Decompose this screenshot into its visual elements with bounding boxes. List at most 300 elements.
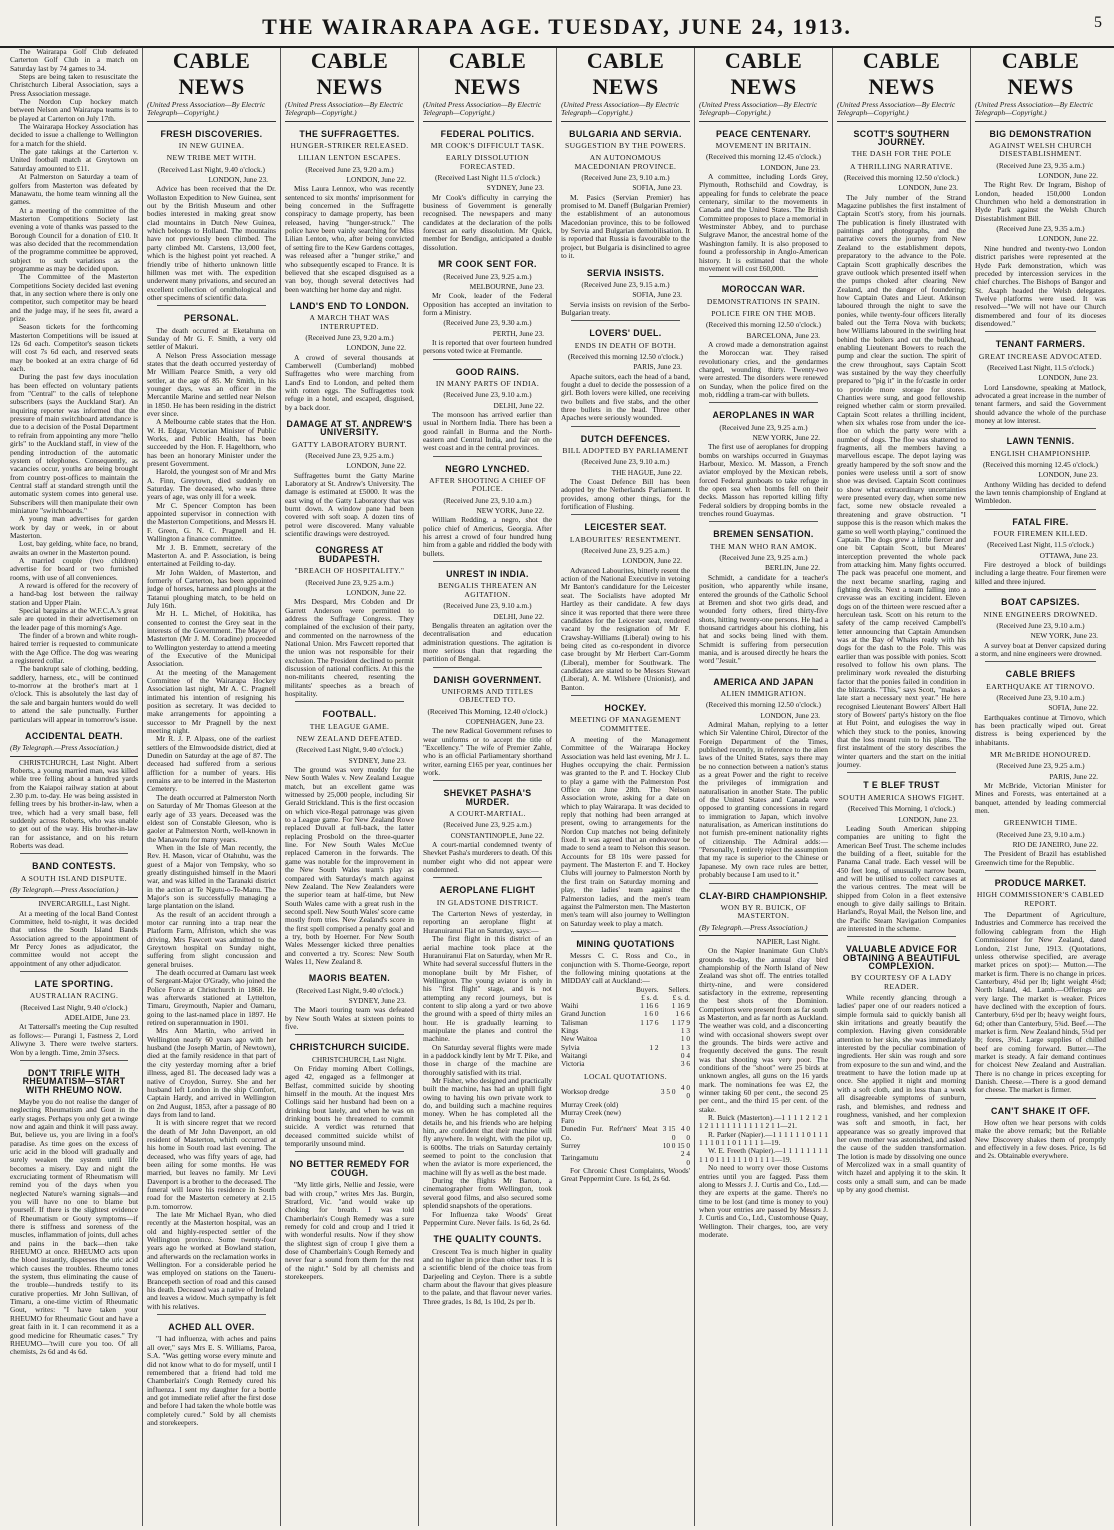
article-paragraph: Servia insists on revision of the Serbo-Bulgarian treaty. <box>561 299 690 317</box>
article-paragraph: No need to worry over those Customs entries until you are fagged. Pass them along to Messrs J. J. Curtis and Co., Ltd.—they are experts at the game. There's no time to be lost (and time is money to you) when your entries are passed by Messrs J. J. Curtis and Co., Ltd., Customhouse Quay, Wellington. Their charges, too, are very moderate. <box>699 1163 828 1239</box>
article-subheading: HIGH COMMISSIONER'S CABLED REPORT. <box>976 890 1105 908</box>
article-paragraph: The ground was very muddy for the New South Wales v. New Zealand League match, but an excellent game was witnessed by 25,000 people, including Sir Gerald Strickland. This is the first occasion on which vice-Regal patronage was given to a League game. For New Zealand Rowe replaced Duvall at full-back, the latter replacing Prosbold on the three-quarter line. For New South Wales McCue replaced Cameron in the forwards. The game was notable for the improvement in the New South Wales team's play as compared with Saturday's match against New Zealand. The New Zealanders were the superior team at half-time, but New South Wales came with a great rush in the second spell. New South Wales' score came mostly from tries. New Zealand's score in the first spell comprised a penalty goal and a try, both by Hoerner. For New South Wales Messenger kicked three penalties and converted a try. Scores: New South Wales 11, New Zealand 8. <box>285 765 414 966</box>
article-subheading: A THRILLING NARRATIVE. <box>850 161 953 171</box>
article-paragraph: The Nordon Cup hockey match between Nelson and Wairarapa teams is to be played at Carterton on July 17th. <box>10 97 138 123</box>
article-headline: DAMAGE AT ST. ANDREW'S UNIVERSITY. <box>286 419 413 438</box>
column-rule <box>20 1060 128 1061</box>
dateline: LONDON, June 22. <box>622 556 682 566</box>
article-subheading: BILL ADOPTED BY PARLIAMENT <box>562 446 689 455</box>
article-subheading: IN MANY PARTS OF INDIA. <box>435 378 540 388</box>
dateline: ADELAIDE, June 23. <box>64 1013 130 1023</box>
article-headline: LEICESTER SEAT. <box>584 522 667 533</box>
sellers-price: 1 0 <box>680 1034 690 1044</box>
article-headline: BIG DEMONSTRATION <box>989 128 1092 139</box>
press-credit: (United Press Association—By Electric Telegraph—Copyright.) <box>285 101 414 122</box>
article-paragraph: Mr H. L. Michel, of Hokitika, has consented to contest the Grey seat in the interests of the Government. The Mayor of Masterton (Mr J. M. Coradine) proceeded to Wellington yesterday to attend a meeting of the Executive of the Municipal Association. <box>147 609 276 669</box>
article-headline: NO BETTER REMEDY FOR COUGH. <box>289 1159 410 1178</box>
article-headline: T E BLEF TRUST <box>863 780 940 791</box>
column-rule <box>295 1151 404 1152</box>
received-line: (Received June 23, 9.25 a.m.) <box>581 546 670 556</box>
dateline: SYDNEY, June 23. <box>486 183 544 193</box>
article-headline: LOVERS' DUEL. <box>589 328 662 339</box>
article-paragraph: Advice has been received that the Dr. Wollaston Expedition to New Guinea, sent out by the British Museum and other bodies interested in making great snow clad mountains in Dutch New Guinea, which belongs to Holland. The mountains have not previously been climbed. The party climbed Mt. Carstens, 13,000 feet, which is the highest point yet reached. A friendly tribe of hitherto unknown little hillmen was met with. The expedition underwent many privations, and secured an excellent collection of ornithological and other specimens of scientific data. <box>147 184 276 302</box>
column-rule <box>295 701 404 702</box>
article-subheading: A SOUTH ISLAND DISPUTE. <box>20 873 128 883</box>
column-rule <box>157 305 266 306</box>
received-line: (Received June 23, 9.10 a.m.) <box>996 620 1085 630</box>
received-line: (Received Last Night, 9.40 o'clock.) <box>20 1002 128 1012</box>
article-paragraph: CHRISTCHURCH, Last Night. Albert Roberts, a young married man, was killed while tree felling about a hundred yards from the Kaiapoi railway station at about 2.30 p.m. to-day. He was being assisted in felling trees by his brother-in-law, when a tree, which had a very small base, fell suddenly across Roberts, who was unable to get out of the way. His brother-in-law ran for assistance, and on his return Roberts was dead. <box>10 757 138 850</box>
column-4 <box>419 48 557 1526</box>
article-paragraph: M. Pasics (Servian Premier) has promised to M. Daneff (Bulgarian Premier) the establishment of an autonomous Macedonian province, this to be followed by Servia and Bulgarian demobilisation. It is reported that Russia is favourable to the project, but Bulgaria is disinclined to agree to it. <box>561 192 690 261</box>
sellers-price: 1 3 <box>680 1042 690 1052</box>
article-paragraph: The bankrupt sale of clothing, bedding, saddlery, harness, etc., will be continued to-morrow at the brother's mart at 1 o'clock. This is absolutely the last day of the sale and bargain hunters would do well to attend the sale punctually. Further particulars will appear in tomorrow's issue. <box>10 664 138 724</box>
mining-quotations-table <box>561 986 690 1069</box>
received-line: (Received June 23, 9.25 a.m.) <box>443 271 532 281</box>
article-headline: DANISH GOVERNMENT. <box>433 674 542 685</box>
received-line: (Received June 23, 9.20 a.m.) <box>305 332 394 342</box>
dateline: PERTH, June 23. <box>492 328 544 338</box>
article-headline: HOCKEY. <box>604 702 647 713</box>
article-paragraph: The Carterton News of yesterday, in reporting an aeroplane flight at Huranuiranui Flat on Saturday, says:— <box>423 909 552 935</box>
article-paragraph: At Palmerston on Saturday a team of golfers from Masterton was defeated by Manawatu, the home team winning all the games. <box>10 172 138 207</box>
received-line: (Received June 23, 9.25 a.m.) <box>305 577 394 587</box>
cable-news-heading: CABLE NEWS <box>448 48 527 99</box>
table-row <box>561 1150 690 1167</box>
article-subheading: NEW TRIBE MET WITH. <box>166 153 257 163</box>
received-line: (Received June 23, 9.25 a.m.) <box>443 820 532 830</box>
sellers-price: 2 4 0 <box>680 1149 690 1167</box>
column-rule <box>985 1098 1096 1099</box>
article-subheading: IN GLADSTONE DISTRICT. <box>436 897 539 907</box>
article-paragraph: On Friday morning Albert Collings, aged 42, engaged as a fellmonger at Belfast, committed suicide by shooting himself in the mouth. At the inquest Mrs Collings said her husband had been on a drinking bout lately, and when he was on drinking bouts he threatened to commit suicide. A verdict was returned that deceased committed suicide whilst of temporarily unsound mind. <box>285 1064 414 1149</box>
share-name: Worksop dredge <box>561 1087 609 1097</box>
article-paragraph: "I had influenza, with aches and pains all over," says Mrs E. S. Williams, Paroa, S.A. "Was getting worse every minute and did not know what to do for myself, until I remembered that a friend had told me Chamberlain's Cough Remedy cured his influenza. I sent my daughter for a bottle and got immediate relief after the first dose and before I had taken the whole bottle was completely cured." Sold by all chemists and storekeepers. <box>147 1334 276 1427</box>
column-text <box>699 48 828 1239</box>
article-paragraph: Mr Cook, leader of the Federal Opposition has accepted an invitation to form a Ministry. <box>423 291 552 317</box>
article-subheading: EARTHQUAKE AT TIRNOVO. <box>986 681 1095 691</box>
article-headline: CABLE BRIEFS <box>1005 669 1076 680</box>
units-header: £ s. d. <box>672 992 690 1002</box>
article-headline: FEDERAL POLITICS. <box>440 128 535 139</box>
received-line: (Received Last Night, 11.5 o'clock.) <box>987 362 1094 372</box>
article-subheading: AUSTRALIAN RACING. <box>29 991 119 1001</box>
article-paragraph: Season tickets for the forthcoming Masterton Competitions will be issued at 12s 6d each. Competitor's season tickets will cost 7s 6d each, and reserved seats may be booked at an extra charge of 6d each. <box>10 322 138 374</box>
article-paragraph: The Coast Defence Bill has been adopted by the Netherlands Parliament. It provides, among other things, for the fortification of Flushing. <box>561 477 690 512</box>
article-headline: TENANT FARMERS. <box>995 339 1086 350</box>
dateline: LONDON, June 23. <box>898 814 958 824</box>
buyers-price: 3 15 0 <box>662 1124 676 1142</box>
received-line: (Received June 23, 9.20 a.m.) <box>305 164 394 174</box>
cable-news-heading: CABLE NEWS <box>724 48 803 99</box>
dateline: LONDON, June 22. <box>346 343 406 353</box>
article-headline: LAWN TENNIS. <box>1006 436 1075 447</box>
article-headline: CONGRESS AT BUDAPESTH. <box>315 545 384 564</box>
article-paragraph: It is reported that over fourteen hundred persons voted twice at Fremantle. <box>423 337 552 356</box>
column-text <box>837 48 966 1194</box>
article-paragraph: Anthony Wilding has decided to defend the lawn tennis championship of England at Wimbledon. <box>975 479 1106 506</box>
article-headline: VALUABLE ADVICE FOR OBTAINING A BEAUTIFUL COMPLEXION. <box>842 944 961 971</box>
article-paragraph: Mr McBride, Victorian Minister for Mines and Forests, was entertained at a banquet, attended by leading commercial men. <box>975 781 1106 816</box>
article-headline: FOOTBALL. <box>322 709 377 720</box>
article-paragraph: A reward is offered for the recovery of a hand-bag lost between the railway station and Upper Plain. <box>10 581 138 607</box>
buyers-price: 1 2 <box>649 1042 659 1052</box>
share-name: Victoria <box>561 1059 585 1069</box>
column-rule <box>20 853 128 854</box>
dateline: MELBOURNE, June 23. <box>469 281 544 291</box>
article-paragraph: A survey boat at Denver capsized during a storm, and nine engineers were drowned. <box>975 640 1106 658</box>
article-paragraph: Lord Lansdowne, speaking at Matlock, advocated a great increase in the number of tenant farmers, and said the Government should advance the whole of the purchase money at low interest. <box>975 382 1106 425</box>
received-line: (Received Last Night 11.5 o'clock.) <box>435 173 540 183</box>
column-rule <box>571 931 680 932</box>
share-name: Murray Creek (new) <box>561 1107 621 1117</box>
received-line: (Received June 23, 9.10 a.m.) <box>996 692 1085 702</box>
column-rule <box>20 971 128 972</box>
press-credit: (United Press Association—By Electric Telegraph—Copyright.) <box>975 101 1106 122</box>
article-subheading: THE MAN WHO RAN AMOK. <box>709 541 818 551</box>
sellers-price: 3 6 <box>680 1059 690 1069</box>
table-row <box>561 1125 690 1142</box>
dateline: SYDNEY, June 23. <box>348 995 406 1005</box>
article-headline: MINING QUOTATIONS <box>576 938 675 949</box>
article-paragraph: A Melbourne cable states that the Hon. W. H. Edgar, Victorian Minister of Public Works, and Public Health, has been succeeded by the Hon. F. Hagelthorn, who has been an honorary Minister under the present Government. <box>147 417 276 469</box>
article-headline: CHRISTCHURCH SUICIDE. <box>289 1042 410 1053</box>
press-credit: (United Press Association—By Electric Telegraph—Copyright.) <box>699 101 828 122</box>
received-line: (Received this morning 12.45 o'clock.) <box>982 460 1099 470</box>
article-paragraph: The new Radical Government refuses to wear uniforms or to accept the title of "Excellency." The wife of Premier Zahle, who is an official Parliamentary shorthand writer, earning £165 per year, continues her work. <box>423 726 552 777</box>
article-headline: PEACE CENTENARY. <box>715 128 812 139</box>
received-line: (Received Last Night, 9.40 o'clock.) <box>295 985 404 995</box>
column-text <box>561 48 690 1184</box>
article-subheading: LABOURITES' RESENTMENT. <box>569 534 682 544</box>
article-paragraph: Earthquakes continue at Tirnovo, which has been practically wiped out. Great distress is being experienced by the inhabitants. <box>975 712 1106 747</box>
masthead <box>0 0 1114 48</box>
article-paragraph: Harold, the youngest son of Mr and Mrs A. Finn, Greytown, died suddenly on Saturday. The deceased, who was three years of age, was only ill for a week. <box>147 467 276 502</box>
article-paragraph: Mr Fisher, who designed and practically built the machine, has had an uphill fight owing to having his own private work to do, and building such a machine requires money. When he has completed all the details he, and his friends who are helping him, are confident that their machine will fly anywhere. In weight, with the pilot up, is 600lbs. The trials on Saturday certainly seemed to point to the conclusion that when the aviator is more experienced, the machine will fly as well as the best made. <box>423 1076 552 1177</box>
sellers-price: 4 0 0 <box>680 1124 690 1142</box>
column-rule <box>985 870 1096 871</box>
article-headline: FRESH DISCOVERIES. <box>160 128 263 139</box>
article-paragraph: The first use of aeroplanes for dropping bombs on warships occurred in Guaymas Harbour, Mexico. M. Masson, a French aviator employed by the Mexican rebels, forced Federal gunboats to take refuge in the open sea when bombs fell on their decks. Masson has reported killing fifty Federal soldiers by dropping bombs in the trenches round Guaymas. <box>699 442 828 519</box>
dateline: CHRISTCHURCH, Last Night. <box>311 1054 406 1064</box>
dateline: THE HAGUE, June 22. <box>611 467 682 477</box>
buyers-price: 1 6 0 <box>643 1009 659 1019</box>
article-headline: UNREST IN INDIA. <box>446 569 529 580</box>
table-row <box>561 1142 690 1150</box>
received-line: (Received June 23, 9.10 a.m.) <box>443 390 532 400</box>
column-rule <box>295 1034 404 1035</box>
share-name: Talisman <box>561 1017 588 1027</box>
article-paragraph: R. Parker (Napier).—1 1 1 1 1 1 0 1 1 1 1 1 1 0 1 1 0 1 1 1 1 1—19. <box>699 1129 828 1148</box>
column-rule <box>985 331 1096 332</box>
article-paragraph: A court-martial condemned twenty of Shevket Pasha's murderers to death. Of this number eight who did not appear were condemned. <box>423 840 552 875</box>
received-line: (Received Last Night, 9.40 o'clock.) <box>157 164 266 174</box>
article-paragraph: Miss Laura Lennox, who was recently sentenced to six months' imprisonment for being concerned in the Suffragette conspiracy to damage property, has been released, having "hunger-struck." The police have been vainly searching for Miss Lilian Lenton, who, after being convicted of setting fire to the Kew Gardens cottages, was released after a "hunger strike," and who subsequently escaped to France. It is believed that she escaped disguised as a van boy, though several detectives had been watching her home day and night. <box>285 184 414 294</box>
article-subheading: MR COOK'S DIFFICULT TASK. <box>430 141 545 151</box>
column-rule <box>433 667 542 668</box>
article-paragraph: Schmidt, a candidate for a teacher's position, who apparently while insane, entered the grounds of the Catholic School at Bremen and shot two girls dead, and wounded forty others, fired thirty-five shots, hitting twenty-one persons. He had a thousand cartridges about his clothing, his hat and socks being lined with them. Schmidt is suffering from persecution mania, and is aroused directly he hears the word "Jesuit." <box>699 572 828 666</box>
article-paragraph: While recently glancing through a ladies' paper one of our readers noticed a simple formula said to quickly banish all skin irritations and greatly beautify the complexion. Having given considerable attention to her skin, she was immediately interested by the peculiar combination of ingredients. Her skin was rough and sore from exposure to the sun and wind, and the treatment to have the lotion made up at once. She applied it night and morning with a soft cloth, and in less than a week all disagreeable symptoms of sunburn, rash, and blemishes, and redness and roughness, vanished, and her complexion was soft and smooth, in fact, her appearance was so greatly improved that her own mother was astonished, and asked the cause of the sudden transformation. The lotion is made by dissolving one ounce of Mercolized wax in a small quantity of witch hazel and applying it to the skin. It costs only a small sum, and can be made up by any good chemist. <box>837 993 966 1194</box>
column-rule <box>571 695 680 696</box>
article-paragraph: Lost, bay gelding, white face, no brand, awaits an owner in the Masterton pound. <box>10 539 138 557</box>
dateline: DELHI, June 22. <box>493 611 544 621</box>
table-row <box>561 1019 690 1027</box>
local-quotations-table <box>561 1084 690 1167</box>
article-paragraph: The monsoon has arrived earlier than usual in Northern India. There has been a good rainfall in Burma and the North-eastern and Central India, and fair on the west coast and in the central provinces. <box>423 409 552 453</box>
column-text <box>10 48 138 1357</box>
share-name: Kings <box>561 1026 579 1036</box>
share-name: Waitangi <box>561 1050 588 1060</box>
article-paragraph: As the result of an accident through a motor car running into a trap near the Platform Farm, Alfriston, which she was driving, Mrs Fawcett was admitted to the Greytown hospital on Sunday night, suffering from slight concussion and general bruises. <box>147 909 276 969</box>
table-row <box>561 1060 690 1068</box>
column-rule <box>709 402 818 403</box>
article-paragraph: Nine hundred and twenty-two London district parishes were represented at the Hyde Park demonstration, which was preceded by intercession services in the chief churches. The Bishops of Bangor and St. Asaph headed the Welsh delegates. Twelve platforms were used. It was resolved—"We will not have our Church dismembered and four of its dioceses disendowed." <box>975 243 1106 328</box>
column-rule <box>571 320 680 321</box>
sellers-price <box>675 1109 690 1117</box>
article-paragraph: Mrs Ann Martin, who arrived in Wellington nearly 60 years ago with her husband (the Joseph Martin, of Newtown), died at the family residence in that part of the city yesterday morning after a brief illness, aged 81. The deceased lady was a native of Croydon, Surrey. She and her husband left London in the ship Comfort, Captain Hardy, and arrived in Wellington on 2nd August, 1853, after a passage of 80 days from land to land. <box>147 1026 276 1119</box>
columns <box>6 48 1110 1526</box>
article-paragraph: The gate takings at the Carterton v. United football match at Greytown on Saturday amounted to £11. <box>10 147 138 173</box>
article-paragraph: The late Mr Michael Ryan, who died recently at the Masterton hospital, was an old and highly-respected settler of the Wellington province. Some twenty-four years ago he worked at Bowland station, and afterwards on the reclamation works in Wellington. For a considerable period he was employed on stations on the Taueru-Brancepeth section of road and this caused his death. Deceased was a native of Ireland and leaves a widow. Much sympathy is felt with his relatives. <box>147 1210 276 1311</box>
article-headline: BAND CONTESTS. <box>32 861 116 872</box>
article-paragraph: At the meeting of the Management Committee of the Wairarapa Hockey Association last night, Mr A. C. Pragnell intimated his intention of resigning his position as secretary. It was decided to make arrangements for appointing a successor to Mr Pragnell by the next meeting night. <box>147 667 276 736</box>
table-row <box>561 1035 690 1043</box>
article-paragraph: Mrs Despard, Mrs Cobden and Dr Garrett Anderson were permitted to address the Suffrage Congress. They complained of the exclusion of their party, and commented on the narrowness of the National Union. Mrs Fawcett reported that the union was not responsible for their exclusion. The President declined to permit discussion of national conflicts. At this the non-militants cheered, resenting the militants' speeches as a breach of hospitality. <box>285 597 414 698</box>
sellers-price: 1 3 <box>680 1026 690 1036</box>
press-credit: (By Telegraph.—Press Association.) <box>10 744 138 756</box>
article-subheading: NEW ZEALAND DEFEATED. <box>296 734 403 743</box>
share-name: Taringamutu <box>561 1153 599 1163</box>
column-rule <box>433 456 542 457</box>
article-paragraph: Bengalis threaten an agitation over the decentralisation and education administration questions. The agitation is more serious than that regarding the partition of Bengal. <box>423 620 552 664</box>
article-headline: SHEVKET PASHA'S MURDER. <box>443 788 532 807</box>
article-paragraph: The Wairarapa Hockey Association has decided to issue a challenge to Wellington for a match for the shield. <box>10 122 138 148</box>
dateline: LONDON, June 22. <box>346 175 406 185</box>
article-paragraph: During the flights Mr Barton, a cinematographer from Wellington, took several good films, and also secured some splendid snapshots of the operations. <box>423 1176 552 1211</box>
article-subheading: A MARCH THAT WAS INTERRUPTED. <box>309 313 390 331</box>
article-subheading: EARLY DISSOLUTION FORECASTED. <box>445 153 530 171</box>
column-rule <box>985 509 1096 510</box>
dateline: INVERCARGILL, Last Night. <box>38 899 130 909</box>
article-paragraph: A young man advertises for garden work by day or week, in or about Masterton. <box>10 514 138 540</box>
buyers-price: 3 5 0 <box>660 1087 676 1097</box>
article-paragraph: The Maori touring team was defeated by New South Wales at sixteen points to five. <box>285 1005 414 1031</box>
article-paragraph: A crowd made a demonstration against the Moroccan war. They raised revolutionary cries, and the gendarmes charged, wounding thirty. Twenty-two were arrested. The disorders were renewed on Sunday, when the police fired on the mob, riddling a tram-car with bullets. <box>699 339 828 399</box>
article-headline: FATAL FIRE. <box>1012 516 1069 527</box>
article-paragraph: A married couple (two children) advertise for board or two furnished rooms, with use of all conveniences. <box>10 555 138 582</box>
dateline: DELHI, June 22. <box>493 400 544 410</box>
article-paragraph: Mr Cook's difficulty in carrying the business of Government is generally recognised. The newspapers and many candidates at the declaration of the polls forecast an early dissolution. Mr Quick, member for Bendigo, anticipated a double dissolution. <box>423 192 552 252</box>
sellers-price: 4 0 0 <box>680 1082 690 1101</box>
dateline: PARIS, June 23. <box>633 362 682 372</box>
article-paragraph: At Tattersall's meeting the Cup resulted as follows:— Purangi 1, Fastness 2, Lord Aliwyne 3. There were twelve starters. Won by a length. Time, 2min 37secs. <box>10 1022 138 1057</box>
article-paragraph: For Chronic Chest Complaints, Woods' Great Peppermint Cure. 1s 6d, 2s 6d. <box>561 1165 690 1184</box>
article-headline: LAND'S END TO LONDON. <box>289 300 410 311</box>
share-name: Surrey <box>561 1140 581 1150</box>
article-headline: ACCIDENTAL DEATH. <box>25 730 123 741</box>
press-credit: (United Press Association—By Electric Telegraph—Copyright.) <box>147 101 276 122</box>
column-8 <box>971 48 1110 1526</box>
buyers-price <box>657 1150 675 1167</box>
buyers-price <box>626 1027 659 1035</box>
article-paragraph: A crowd of several thousands at Camberwell (Cumberland) mobbed Suffragettes who were marching from Land's End to London, and pelted them with rotten eggs. The Suffragettes took refuge in a hotel, and escaped, disguised, by a back door. <box>285 352 414 412</box>
received-line: (Received June 23, 9.10 a.m.) <box>996 829 1085 839</box>
article-headline: SERVIA INSISTS. <box>586 267 665 278</box>
column-rule <box>433 780 542 781</box>
article-headline: PERSONAL. <box>184 313 239 324</box>
buyers-price: 1 17 6 <box>640 1017 659 1027</box>
article-paragraph: The Committee of the Masterton Competitions Society decided last evening that, in any section where there is only one competitor, such competitor may be heard and the judge may, if he sees fit, award a prize. <box>10 272 138 323</box>
article-paragraph: It is with sincere regret that we record the death of Mr John Davenport, an old resident of Masterton, which occurred at his home in South road last evening. The deceased, who was fifty years of age, had been ailing for some months. He was married, but leaves no family. Mr Levi Davenport is a brother to the deceased. The funeral will leave his residence in South road for the Masterton cemetery at 2.15 p.m. tomorrow. <box>147 1118 276 1211</box>
dateline: OTTAWA, June 23. <box>1039 550 1098 560</box>
article-paragraph: R. Buick (Masterton).—1 1 1 1 2 1 2 1 1 2 1 1 1 1 1 1 1 1 1 1 2 1 1—21. <box>699 1113 828 1131</box>
local-quotations-heading: LOCAL QUOTATIONS. <box>583 1071 668 1081</box>
column-text <box>147 48 276 1427</box>
masthead-title: THE WAIRARAPA AGE. TUESDAY, JUNE 24, 1913. <box>262 14 852 39</box>
article-paragraph: Mr C. Spencer Compton has been appointed supervisor in connection with the Masterton Competitions, and Messrs H. F. Green, G. N. C. Pragnell and H. Wallington a finance committee. <box>147 500 276 544</box>
received-line: (Received June 23, 9.30 a.m.) <box>443 318 532 328</box>
received-line: (Received this morning 12.50 o'clock.) <box>705 700 822 710</box>
article-subheading: LILIAN LENTON ESCAPES. <box>298 153 401 163</box>
column-rule <box>847 936 956 937</box>
column-rule <box>985 589 1096 590</box>
received-line: (Received June 23, 9.25 a.m.) <box>305 451 394 461</box>
article-paragraph: During the past few days inoculation has been effected on voluntary patients from "Central" to the calls of telephone subscribers (says the Auckland Star). An inquiring reporter was informed that the pressure of main switchboard attendance is due to a decision of the Postal Department to refrain from appointing any more "hello girls" to the Auckland staff, in view of the pending introduction of the automatic system of telephones. Consequently, as vacancies occur, youths are being brought from country post-offices to maintain the Central staff at standard strength until the automatic system comes into general use. Subscribers will then manipulate their own miniature "switchboards." <box>10 372 138 515</box>
article-paragraph: A committee, including Lords Grey, Plymouth, Rothschild and Cowdray, is appealing for funds to celebrate the peace centenary, similar to the movements in Canada and the United States. The British Committee proposes to place a memorial in Westminster Abbey, and to purchase Sulgrave Manor, the ancestral home of the Washington family. It is also proposed to found a professorship in Anglo-American history. It is estimated that the whole movement will cost £60,000. <box>699 172 828 273</box>
dateline: PARIS, June 22. <box>1049 771 1098 781</box>
press-credit: (United Press Association—By Electric Telegraph—Copyright.) <box>837 101 966 122</box>
sellers-price: 1 16 9 <box>671 1001 690 1011</box>
article-subheading: THE DASH FOR THE POLE <box>851 149 952 159</box>
article-subheading: THE LEAGUE GAME. <box>309 721 390 731</box>
received-line: (Received June 23, 9.10 a.m.) <box>443 495 532 505</box>
column-5 <box>557 48 695 1526</box>
article-paragraph: Leading South American shipping companies are uniting to fight the American Beef Trust. The scheme includes the building of a fleet, suitable for the Panama Canal trade. Each vessel will be 450 feet long, of unusually narrow beam, and will be utilised to collect carcases at the various centres. The meat will be shipped from Colon in a fleet extensive enough to give daily sailings to Britain. Harland's, Royal Mail, the Nelson line, and the Pacific Steam Navigation Companies are interested in the scheme. <box>837 823 966 933</box>
received-line: (Received June 23, 9.35 a.m.) <box>996 160 1085 170</box>
dateline: LONDON, June 23. <box>208 175 268 185</box>
article-paragraph: Advanced Labourites, bitterly resent the action of the National Executive in vetoing Mr Banton's candidature for the Leicester seat. The Socialists have adopted Mr Hartley as their candidate. A few days since it was reported that there were three candidates for the Leicester seat, rendered vacant by the resignation of Mr F. Crawshay-Williams (Liberal) owing to his being cited as co-respondent in divorce case brought by Mr Herbert Carr-Gomm (Liberal), member for Southwark. The candidates are stated to be Messrs Stewart (Liberal), A. M. Wilshere (Unionist), and Banton. <box>561 565 690 692</box>
article-paragraph: Steps are being taken to resuscitate the Christchurch Liberal Association, says a Press Association message. <box>10 72 138 98</box>
received-line: (Received Last Night, 11.5 o'clock.) <box>987 540 1094 550</box>
article-subheading: NINE ENGINEERS DROWNED. <box>983 609 1098 619</box>
sellers-header: Sellers. <box>668 984 690 994</box>
column-3 <box>281 48 419 1526</box>
cable-news-heading: CABLE NEWS <box>310 48 389 99</box>
received-line: (Received This Morning, 1 o'clock.) <box>847 804 956 814</box>
article-subheading: AN AUTONOMOUS MACEDONIAN PROVINCE. <box>574 153 677 171</box>
article-subheading: FOUR FIREMEN KILLED. <box>993 529 1088 539</box>
article-paragraph: Mr J. B. Emmett, secretary of the Masterton A. and P. Association, is being entertained at Feilding to-day. <box>147 542 276 569</box>
dateline: RIO DE JANEIRO, June 22. <box>1012 840 1098 850</box>
article-headline: PRODUCE MARKET. <box>994 878 1087 889</box>
column-rule <box>433 877 542 878</box>
article-headline: THE SUFFRAGETTES. <box>299 128 400 139</box>
share-name: Murray Creek (old) <box>561 1099 619 1109</box>
cable-news-heading: CABLE NEWS <box>586 48 665 99</box>
dateline: LONDON, June 23. <box>760 710 820 720</box>
page-number: 5 <box>1094 14 1102 31</box>
cable-news-heading: CABLE NEWS <box>862 48 941 99</box>
article-paragraph: For Influenza take Woods' Great Peppermint Cure. Never fails. 1s 6d, 2s 6d. <box>423 1209 552 1227</box>
article-paragraph: The July number of the Strand Magazine publishes the first instalment of Captain Scott's story, from his journals. The publication is finely illustrated with paintings and photographs, and the narrative covers the journey from New Zealand to the establishment depots, preparatory to the advance to the Pole. Captain Scott graphically describes the grave outlook which presented itself when the pumps choked after clearing New Zealand, and the danger of foundering; how Captain Oates and Lieut. Atkinson laboured through the night to save the ponies, while twenty-four officers literally baled out the Terra Nova with buckets; how Williams laboured in the swirling heat behind the boilers and cut the bulkhead, enabling Lieutenant Bowers to reach the pump and clear the suction. The spirit of the crew throughout, says Captain Scott was sustained by the way they cheerfully prepared to "pig it" in the fo'castle in order to provide more storage for stores. Chanties were sung, and good fellowship reigned whether calm or storm prevailed. Captain Scott relates a thrilling incident, when six whales rose from under the ice-floe on which the party were with a number of dogs. The floe was shattered to fragments, all the members having a marvellous escape. The depot laying was greatly hampered by the soft snow and the ponies were useless until a sort of snow shoe was devised. Captain Scott continues to show what extraordinary uncertainties were presented every day, when some new fact, some new obstacle revealed a threatening and grave obstruction. "I suppose this is the reason which makes the game so well worth playing," continued the Captain. The dogs grew a little fiercer and one bit Captain Scott, but Meares' interception prevented the whole pack from attacking him. Many fights occurred. The pack was peaceful one moment, and the next became snarling, raging and fighting devils. Next a team falling into a crevasse was an exciting incident. Eleven dogs on of the thirteen were rescued after a herculean task. Scott on his return to the safety of the camp received Campbell's letter announcing that Captain Amundsen was at the Bay of Whales ready with his dogs for the dash to the Pole. This was earlier than was possible with ponies. Scott resolved to follow his own plans. The preliminary work revealed the disturbing factor that the ponies failed in condition in the blizzards. "This," says Scott, "makes a late start a necessary next year." He here recognised Lieutenant Bowers' Albert Hall story of Bowers' party's history on the floe at Hut Point, and eulogises the way in which they stuck to the ponies, knowing that the loss meant ruin to his plans. The first instalment of the story describes the winter quarters and the start on the initial journey. <box>837 192 966 770</box>
article-headline: MAORIS BEATEN. <box>308 973 391 984</box>
article-subheading: UNIFORMS AND TITLES OBJECTED TO. <box>441 686 534 705</box>
article-headline: ACHED ALL OVER. <box>168 1322 255 1333</box>
article-headline: BREMEN SENSATION. <box>713 529 814 540</box>
column-rule <box>709 669 818 670</box>
article-headline: AEROPLANE FLIGHT <box>439 885 536 896</box>
column-rule <box>985 661 1096 662</box>
cable-news-heading: CABLE NEWS <box>172 48 251 99</box>
sellers-price: 1 6 6 <box>675 1009 690 1019</box>
share-name: Dunedin Fur. Refr'ners' Meat Co. <box>561 1124 658 1142</box>
units-header: £ s. d. <box>641 992 659 1002</box>
column-6 <box>695 48 833 1526</box>
article-subheading: MR McBRIDE HONOURED. <box>989 749 1092 759</box>
column-rule <box>157 1314 266 1315</box>
article-paragraph: At a meeting of the local Band Contest Committee, held to-night, it was decided that unless the South Island Bands Association agreed to the appointment of Mr Percy Jones as adjudicator, the committee would not accept the appointment of any other adjudicator. <box>10 908 138 968</box>
article-headline: MOROCCAN WAR. <box>721 284 806 295</box>
received-line: (Received June 23, 9.35 a.m.) <box>996 224 1085 234</box>
column-rule <box>709 521 818 522</box>
share-name: Faro <box>561 1116 575 1126</box>
column-rule <box>709 883 818 884</box>
press-credit: (United Press Association—By Electric Telegraph—Copyright.) <box>561 101 690 122</box>
article-paragraph: How often we hear persons with colds make the above remark; but the Reliable New Discovery shakes them of promptly and effectively in a few doses. Price, 1s 6d and 2s. Obtainable everywhere. <box>975 1118 1106 1161</box>
press-credit: (By Telegraph.—Press Association.) <box>699 924 828 936</box>
column-rule <box>433 359 542 360</box>
received-line: (Received June 23, 9.10 a.m.) <box>581 173 670 183</box>
dateline: NEW YORK, June 23. <box>1030 631 1098 641</box>
press-credit: (By Telegraph.—Press Association.) <box>10 886 138 898</box>
article-subheading: BENGALIS THREATEN AN AGITATION. <box>438 581 537 599</box>
column-rule <box>985 428 1096 429</box>
article-headline: SCOTT'S SOUTHERN JOURNEY. <box>853 128 950 148</box>
article-headline: LATE SPORTING. <box>34 979 114 990</box>
article-paragraph: Mr R. J. P. Alpass, one of the earliest settlers of the Elmwoodside district, died at Dunedin on Saturday at the age of 87. The deceased had suffered from a serious affliction for a number of years. His remains are to be interred in the Masterton Cemetery. <box>147 734 276 794</box>
dateline: LONDON, June 23. <box>1038 470 1098 480</box>
column-rule <box>709 276 818 277</box>
article-subheading: ALIEN IMMIGRATION. <box>720 688 807 698</box>
article-subheading: ENDS IN DEATH OF BOTH. <box>574 340 677 350</box>
article-subheading: MEETING OF MANAGEMENT COMMITTEE. <box>570 715 681 733</box>
received-line: (Received June 23, 9.10 a.m.) <box>443 601 532 611</box>
share-name: New Waitoa <box>561 1034 597 1044</box>
article-headline: AMERICA AND JAPAN <box>713 676 814 687</box>
article-subheading: AFTER SHOOTING A CHIEF OF POLICE. <box>429 476 546 494</box>
article-paragraph: A meeting of the Management Committee of the Wairarapa Hockey Association was held last evening, Mr J. L. Hughes occupying the chair. Permission was granted to the P. and T. Hockey Club to play a game with the Palmerston Post Office on June 28th. The Nelson Association wrote, asking for a date on which to play Wairarapa. It was decided to reply that nothing had been arranged at present, owing to arrangements for the Nordon Cup matches not being definitely fixed. It was agreed that an endeavour be made to send a team to Nelson this season. Accounts for £8 10s were passed for payment. The Masterton F. and T. Hockey Clubs will journey to Palmerston North by the first train on Saturday morning and play, the ladies' team against the Palmerston ladies, and the men's team against the Palmerston men. The Masterton men's team will also journey to Wellington on Saturday week to play a match. <box>561 734 690 928</box>
article-paragraph: On Saturday several flights were made in a paddock kindly lent by Mr T. Pike, and those in charge of the machine are thoroughly satisfied with its trial. <box>423 1042 552 1077</box>
article-paragraph: "My little girls, Nellie and Jessie, were bad with croup," writes Mrs Jas. Burgin, Stratford, Vic. "and would wake up choking for breath. I was told Chamberlain's Cough Remedy was a sure remedy for cold and croup and I tried it with wonderful results. Now if they show the slightest sign of croup I give them a dose of Chamberlain's Cough Remedy and never fear a sound from them for the rest of the night." Sold by all chemists and storekeepers. <box>285 1180 414 1281</box>
article-paragraph: Suffragettes burnt the Gatty Marine Laboratory at St. Andrew's University. The damage is estimated at £5000. It was the east wing of the Gatty Laboratory that was burnt down. A window pane had been covered with soft soap. A dozen tins of petrol were discovered. Many valuable scientific drawings were destroyed. <box>285 470 414 539</box>
buyers-price <box>626 1060 659 1068</box>
article-paragraph: William Redding, a negro, shot the police chief of Americus, Georgia. After his arrest a crowd of four hundred hung him from a gable and riddled the body with bullets. <box>423 515 552 558</box>
dateline: LONDON, June 23. <box>898 183 958 193</box>
sellers-price: 15 0 <box>677 1140 690 1150</box>
received-line: (Received June 23, 9.25 a.m.) <box>719 422 808 432</box>
article-subheading: "BREACH OF HOSPITALITY." <box>294 566 405 576</box>
dateline: SOFIA, June 22. <box>1048 703 1098 713</box>
buyers-price <box>657 1101 675 1109</box>
received-line: (Received This Morning, 12.40 o'clock.) <box>427 706 548 716</box>
article-subheading: A COURT-MARTIAL. <box>449 809 526 819</box>
table-header-cell <box>561 986 626 994</box>
received-line: (Received June 23, 9.10 a.m.) <box>581 457 670 467</box>
article-paragraph: When in the Isle of Man recently, the Rev. H. Mason, vicar of Otahuhu, was the guest of a Major von Tempsky, who so greatly distinguished himself in the Maori war, and was killed in the Taranaki district in the action at Te Ngutu-o-Te-Manu. The Major's son is successfully managing a large plantation on the island. <box>147 842 276 911</box>
dateline: LONDON, June 22. <box>1038 171 1098 181</box>
dateline: SYDNEY, June 23. <box>348 755 406 765</box>
column-rule <box>571 426 680 427</box>
